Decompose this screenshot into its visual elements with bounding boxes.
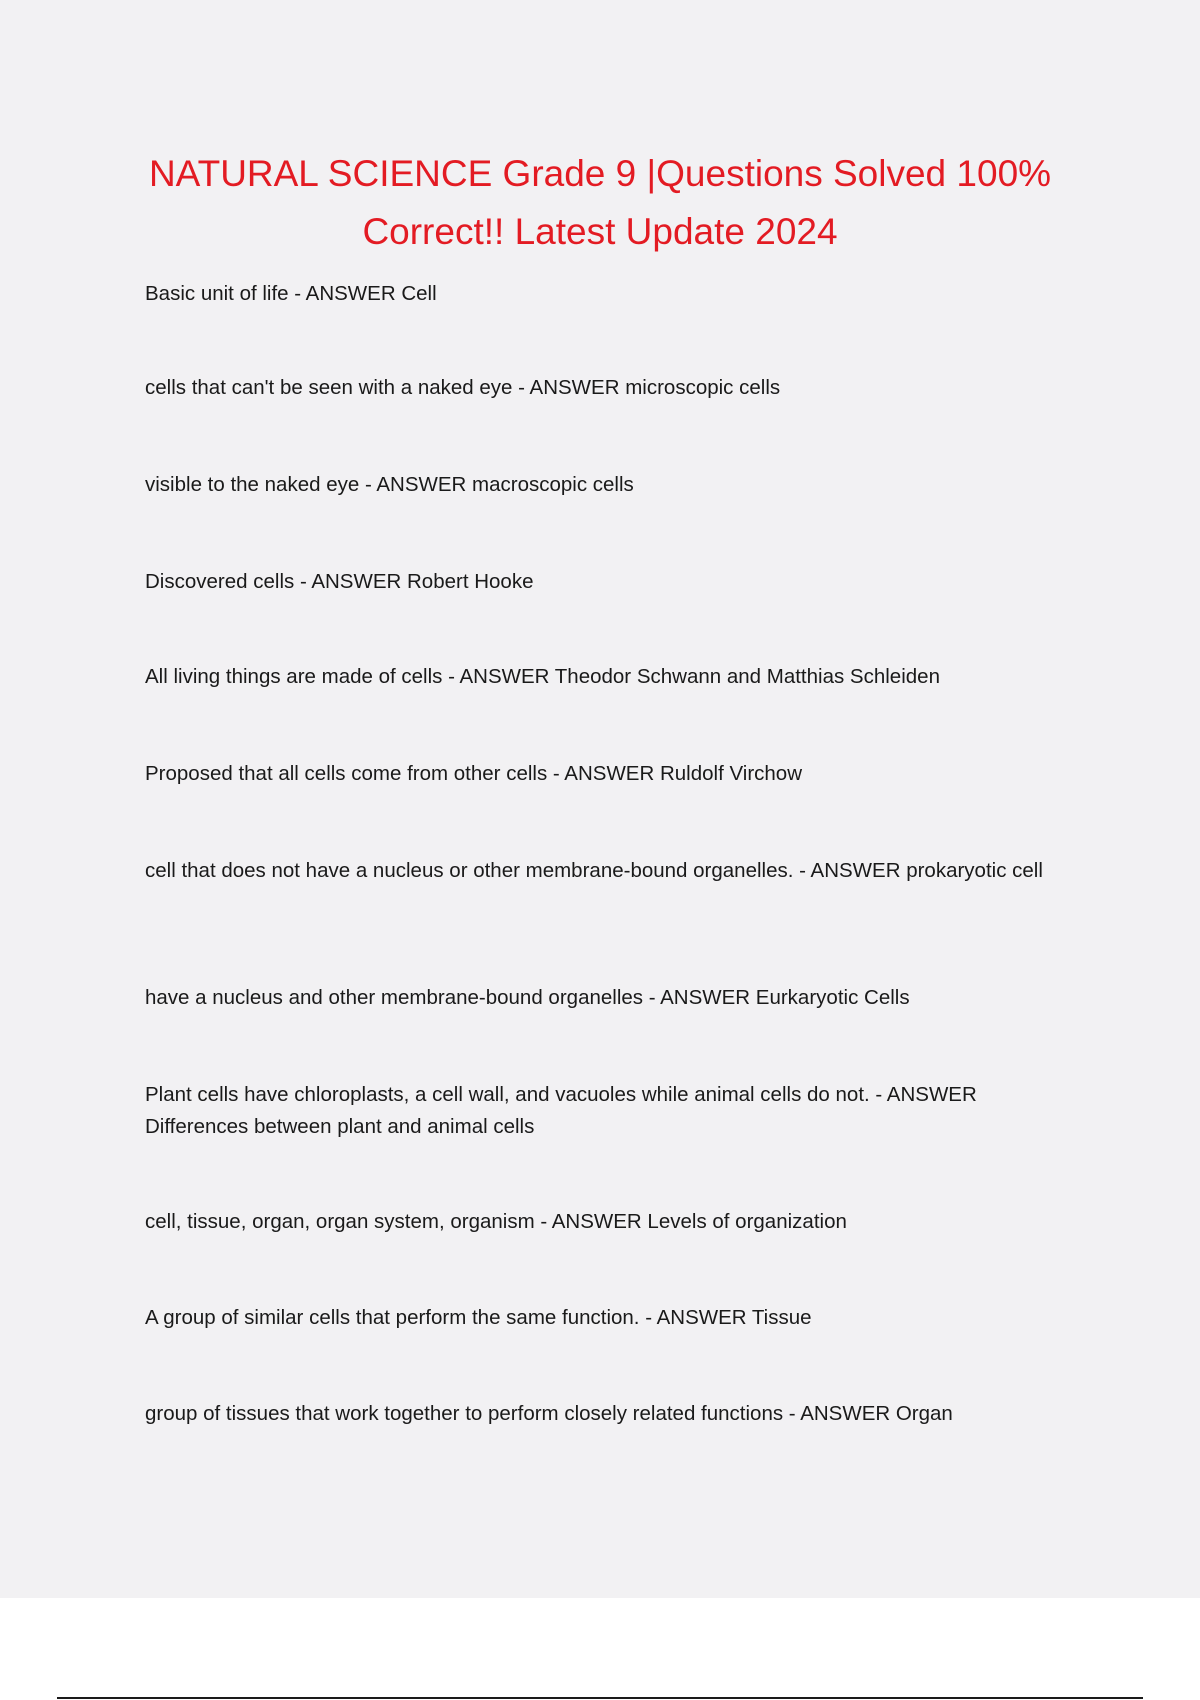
qa-item-11: A group of similar cells that perform the same function. - ANSWER Tissue: [145, 1306, 812, 1329]
qa-item-5: All living things are made of cells - ANSWER Theodor Schwann and Matthias Schleiden: [145, 665, 940, 688]
qa-item-9: Plant cells have chloroplasts, a cell wall, and vacuoles while animal cells do not. - ANSWER Differences between plant and animal cells: [145, 1083, 977, 1138]
document-title: NATURAL SCIENCE Grade 9 |Questions Solved 100% Correct!! Latest Update 2024: [148, 153, 1052, 252]
qa-item-10: cell, tissue, organ, organ system, organism - ANSWER Levels of organization: [145, 1210, 847, 1233]
qa-item-12: group of tissues that work together to perform closely related functions - ANSWER Organ: [145, 1402, 953, 1425]
qa-item-1: Basic unit of life - ANSWER Cell: [145, 282, 437, 305]
qa-item-8: have a nucleus and other membrane-bound organelles - ANSWER Eurkaryotic Cells: [145, 986, 910, 1009]
qa-item-3: visible to the naked eye - ANSWER macroscopic cells: [145, 473, 634, 496]
page-divider: [57, 1697, 1143, 1699]
qa-item-6: Proposed that all cells come from other cells - ANSWER Ruldolf Virchow: [145, 762, 803, 785]
qa-item-4: Discovered cells - ANSWER Robert Hooke: [145, 570, 534, 593]
qa-item-2: cells that can't be seen with a naked eye - ANSWER microscopic cells: [145, 376, 781, 399]
qa-item-7: cell that does not have a nucleus or other membrane-bound organelles. - ANSWER prokaryotic cell: [145, 859, 1043, 882]
